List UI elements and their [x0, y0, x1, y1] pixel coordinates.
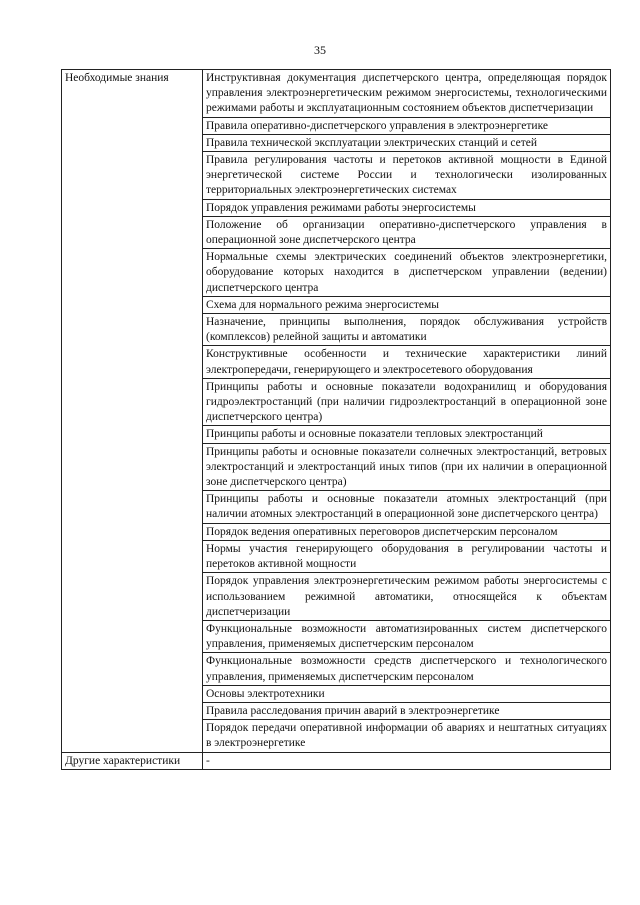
row-label: Необходимые знания	[62, 70, 203, 753]
requirement-item: -	[203, 752, 611, 769]
requirement-item: Порядок управления электроэнергетическим режимом работы энергосистемы с использованием режимной автоматики, относящейся к объектам диспетчеризации	[203, 573, 611, 621]
requirement-item: Функциональные возможности средств диспетчерского и технологического управления, применяемых диспетчерским персоналом	[203, 653, 611, 685]
page-number: 35	[314, 43, 326, 57]
requirement-item: Основы электротехники	[203, 685, 611, 702]
requirement-item: Принципы работы и основные показатели тепловых электростанций	[203, 426, 611, 443]
requirement-item: Функциональные возможности автоматизированных систем диспетчерского управления, применяемых диспетчерским персоналом	[203, 620, 611, 652]
requirements-table	[61, 69, 611, 770]
requirement-item: Правила регулирования частоты и перетоков активной мощности в Единой энергетической системе России и технологически изолированных территориальных электроэнергетических системах	[203, 152, 611, 200]
requirement-item: Положение об организации оперативно-диспетчерского управления в операционной зоне диспетчерского центра	[203, 216, 611, 248]
requirement-item: Порядок управления режимами работы энергосистемы	[203, 199, 611, 216]
requirement-item: Инструктивная документация диспетчерского центра, определяющая порядок управления электроэнергетическим режимом энергосистемы, технологическими режимами работы и эксплуатационным состоянием объектов диспетчеризации	[203, 70, 611, 118]
requirement-item: Принципы работы и основные показатели атомных электростанций (при наличии атомных электростанций в операционной зоне диспетчерского центра)	[203, 491, 611, 523]
requirement-item: Правила технической эксплуатации электрических станций и сетей	[203, 134, 611, 151]
requirement-item: Принципы работы и основные показатели водохранилищ и оборудования гидроэлектростанций (при наличии гидроэлектростанций в операционной зоне диспетчерского центра)	[203, 378, 611, 426]
requirement-item: Нормальные схемы электрических соединений объектов электроэнергетики, оборудование которых находится в диспетчерском управлении (ведении) диспетчерского центра	[203, 249, 611, 297]
requirement-item: Порядок ведения оперативных переговоров диспетчерским персоналом	[203, 523, 611, 540]
requirement-item: Схема для нормального режима энергосистемы	[203, 296, 611, 313]
table-row	[62, 752, 611, 769]
requirement-item: Конструктивные особенности и технические характеристики линий электропередачи, генерирующего и электросетевого оборудования	[203, 346, 611, 378]
requirement-item: Правила расследования причин аварий в электроэнергетике	[203, 702, 611, 719]
requirement-item: Назначение, принципы выполнения, порядок обслуживания устройств (комплексов) релейной защиты и автоматики	[203, 314, 611, 346]
requirement-item: Нормы участия генерирующего оборудования в регулировании частоты и перетоков активной мощности	[203, 540, 611, 572]
table-row	[62, 70, 611, 118]
requirement-item: Принципы работы и основные показатели солнечных электростанций, ветровых электростанций и электростанций иных типов (при их наличии в операционной зоне диспетчерского центра)	[203, 443, 611, 491]
requirements-table-body	[62, 70, 611, 770]
row-label: Другие характеристики	[62, 752, 203, 769]
requirement-item: Правила оперативно-диспетчерского управления в электроэнергетике	[203, 117, 611, 134]
requirement-item: Порядок передачи оперативной информации об авариях и нештатных ситуациях в электроэнергетике	[203, 720, 611, 752]
